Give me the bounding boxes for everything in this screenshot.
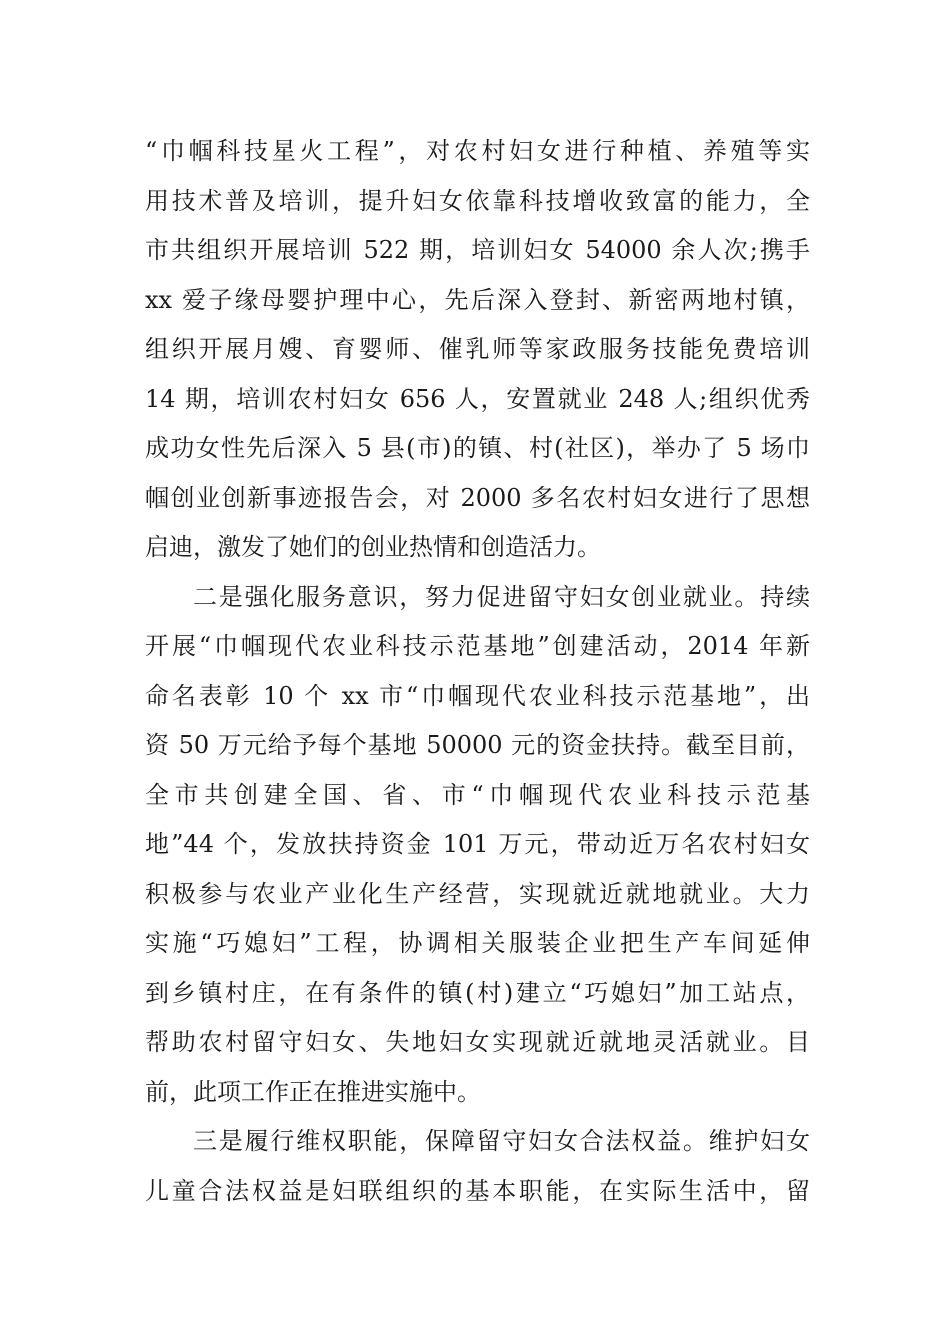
text-line: 儿童合法权益是妇联组织的基本职能，在实际生活中，留 (145, 1176, 810, 1205)
text-line: 资 50 万元给予每个基地 50000 元的资金扶持。截至目前， (145, 731, 810, 759)
text-line: 启迪，激发了她们的创业热情和创造活力。 (145, 533, 601, 561)
paragraph-2 (145, 573, 810, 1118)
text-line: xx 爱子缘母婴护理中心，先后深入登封、新密两地村镇， (145, 285, 810, 314)
paragraph-3 (145, 1117, 810, 1216)
text-line: “巾帼科技星火工程”，对农村妇女进行种植、养殖等实 (145, 137, 810, 165)
text-line: 到乡镇村庄，在有条件的镇(村)建立“巧媳妇”加工站点， (145, 978, 810, 1007)
text-line: 帮助农村留守妇女、失地妇女实现就近就地灵活就业。目 (145, 1028, 810, 1056)
paragraph-1 (145, 127, 810, 573)
document-body (145, 127, 810, 1216)
text-line: 成功女性先后深入 5 县(市)的镇、村(社区)，举办了 5 场巾 (145, 434, 810, 462)
text-line: 开展“巾帼现代农业科技示范基地”创建活动，2014 年新 (145, 632, 810, 660)
text-line: 地”44 个，发放扶持资金 101 万元，带动近万名农村妇女 (145, 830, 810, 858)
text-line: 全市共创建全国、省、市“巾帼现代农业科技示范基 (145, 780, 810, 809)
text-line: 命名表彰 10 个 xx 市“巾帼现代农业科技示范基地”，出 (145, 681, 810, 710)
text-line: 前，此项工作正在推进实施中。 (145, 1077, 481, 1106)
text-line: 二是强化服务意识，努力促进留守妇女创业就业。持续 (193, 582, 810, 611)
text-line: 积极参与农业产业化生产经营，实现就近就地就业。大力 (145, 879, 810, 908)
text-line: 14 期，培训农村妇女 656 人，安置就业 248 人;组织优秀 (145, 384, 810, 413)
text-line: 市共组织开展培训 522 期，培训妇女 54000 余人次;携手 (145, 236, 810, 264)
text-line: 组织开展月嫂、育婴师、催乳师等家政服务技能免费培训 (145, 335, 810, 363)
text-line: 实施“巧媳妇”工程，协调相关服装企业把生产车间延伸 (145, 929, 810, 957)
text-line: 帼创业创新事迹报告会，对 2000 多名农村妇女进行了思想 (145, 483, 810, 512)
text-line: 三是履行维权职能，保障留守妇女合法权益。维护妇女 (193, 1127, 810, 1155)
text-line: 用技术普及培训，提升妇女依靠科技增收致富的能力，全 (145, 186, 810, 215)
